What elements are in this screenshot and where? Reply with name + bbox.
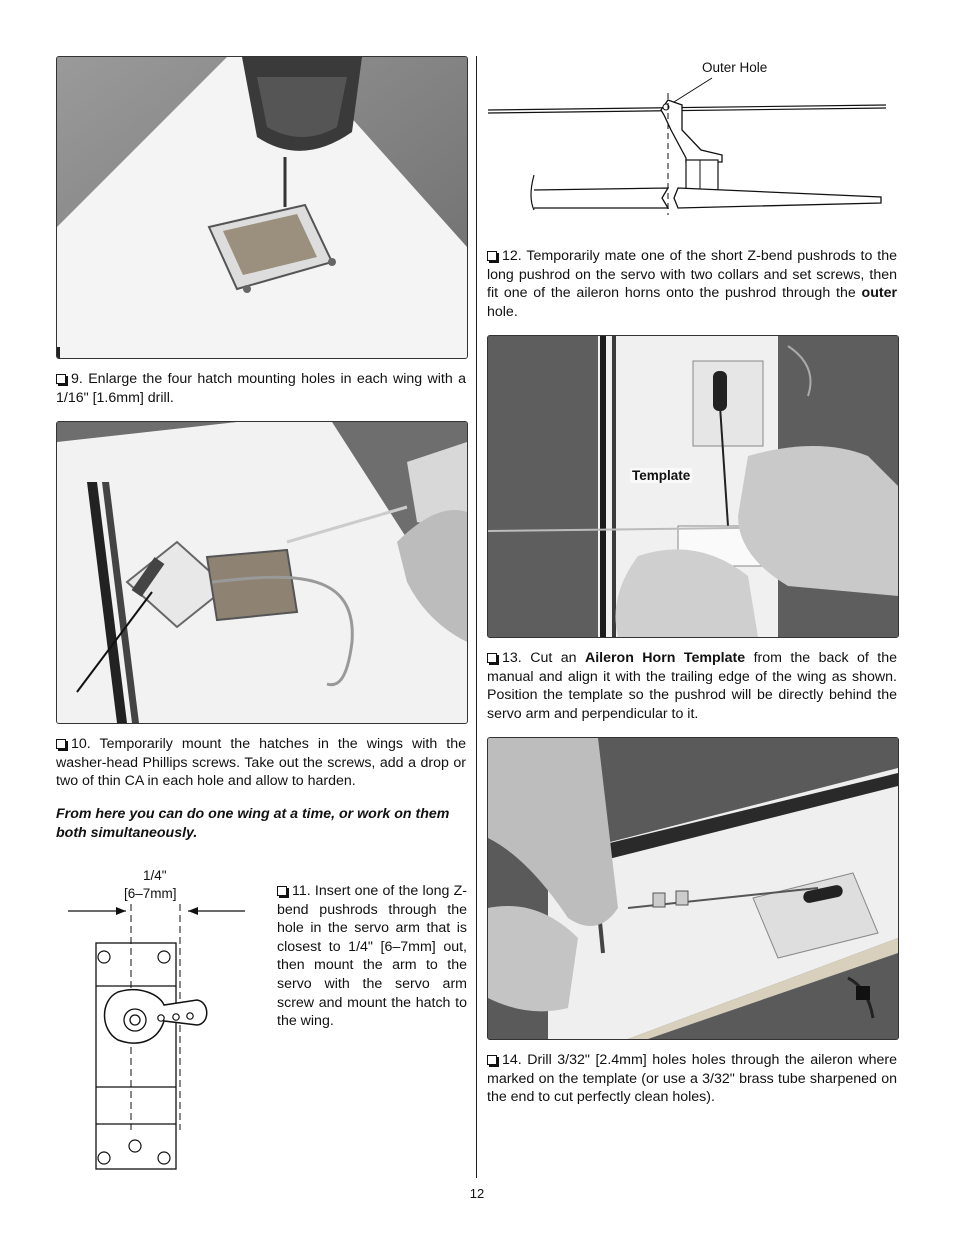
page-number: 12 xyxy=(469,1186,485,1201)
checkbox-icon[interactable] xyxy=(277,886,287,896)
column-divider xyxy=(476,56,477,1178)
checkbox-icon[interactable] xyxy=(487,1055,497,1065)
note-one-wing: From here you can do one wing at a time, or work on them both simultaneously. xyxy=(56,806,450,841)
checkbox-icon[interactable] xyxy=(56,374,66,384)
step-9-text: 9. Enlarge the four hatch mounting holes in each wing with a 1/16" [1.6mm] drill. xyxy=(56,371,466,406)
step-13-text: 13. Cut an Aileron Horn Template from the back of the manual and align it with the trailing edge of the wing as shown. Position the template so the pushrod will be directly behind the servo arm and perpendicular to it. xyxy=(487,650,898,722)
checkbox-icon[interactable] xyxy=(56,739,66,749)
servo-arm-diagram xyxy=(60,900,260,1175)
step-10-text: 10. Temporarily mount the hatches in the wings with the washer-head Phillips screws. Take out the screws, add a drop or two of thin CA in each hole and allow to harden. xyxy=(56,736,466,790)
template-label: Template xyxy=(632,468,691,483)
dim-label-2: [6–7mm] xyxy=(124,886,177,901)
checkbox-icon[interactable] xyxy=(487,251,497,261)
dim-label-1: 1/4" xyxy=(143,868,167,883)
photo-drill-hatch-holes xyxy=(56,56,468,359)
photo-drill-aileron xyxy=(487,737,899,1040)
photo-aileron-template xyxy=(487,335,899,638)
checkbox-icon[interactable] xyxy=(487,653,497,663)
outer-hole-label: Outer Hole xyxy=(702,60,768,75)
aileron-horn-diagram xyxy=(486,75,886,220)
step-14-text: 14. Drill 3/32" [2.4mm] holes holes through the aileron where marked on the template (or use a 3/32" brass tube sharpened on the end to cut perfectly clean holes). xyxy=(487,1052,897,1106)
step-11-text: 11. Insert one of the long Z-bend pushrods through the hole in the servo arm that is closest to 1/4" [6–7mm] out, then mount the arm to the servo with the servo arm screw and mount the hatch to the wing. xyxy=(277,883,467,1030)
step-12-text: 12. Temporarily mate one of the short Z-bend pushrods to the long pushrod on the servo with two collars and set screws, then fit one of the aileron horns onto the pushrod through the outer hole. xyxy=(487,248,897,320)
photo-mount-hatches xyxy=(56,421,468,724)
